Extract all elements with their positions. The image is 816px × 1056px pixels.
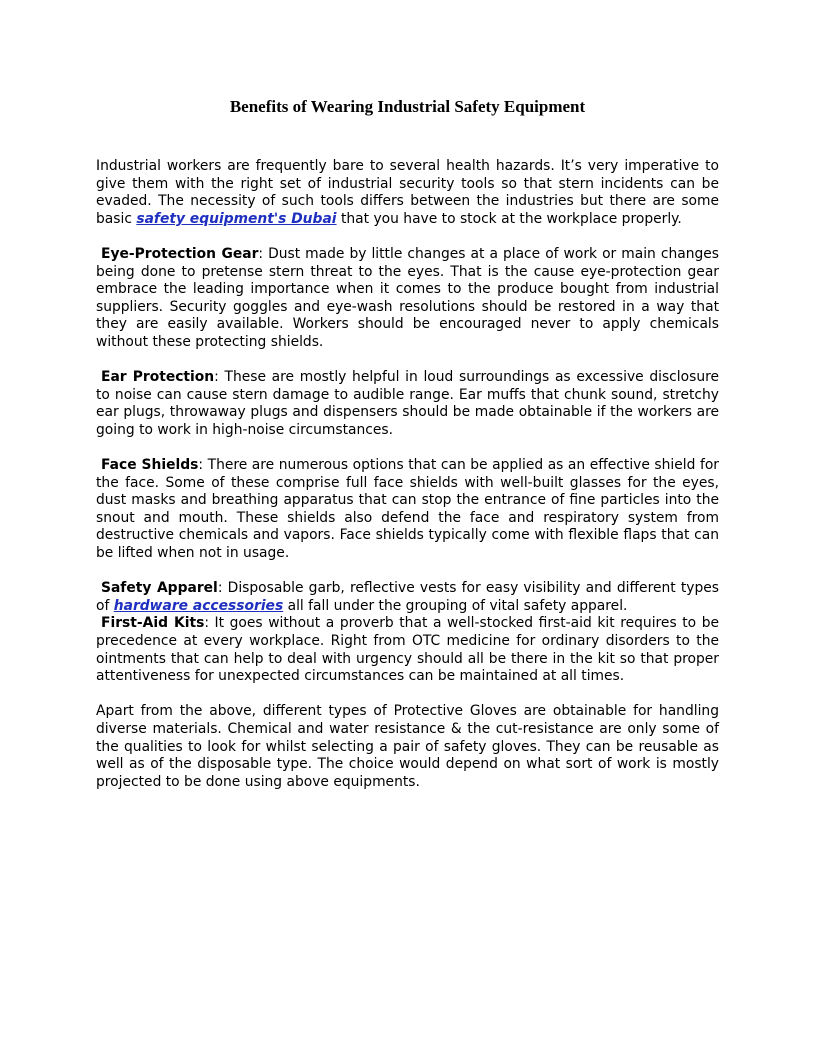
hardware-accessories-link[interactable]: hardware accessories [113, 597, 284, 614]
eye-protection-paragraph [96, 246, 719, 352]
first-aid-text: : It goes without a proverb that a well-stocked first-aid kit requires to be precedence at every workplace. Right from OTC medicine for ordinary disorders to the ointments that can help to deal with urgency should all be there in the kit so that proper attentiveness for unexpected circumstances can be maintained at all times. [96, 615, 719, 685]
safety-apparel-paragraph [96, 580, 719, 615]
paragraph-gap [96, 686, 719, 704]
safety-apparel-text-after: all fall under the grouping of vital safety apparel. [283, 597, 628, 614]
paragraph-gap [96, 352, 719, 370]
face-shields-text: : There are numerous options that can be applied as an effective shield for the face. Some of these comprise full face shields with well-built glasses for the eyes, dust masks and breathing apparatus that can stop the entrance of fine particles into the snout and mouth. These shields also defend the face and respiratory system from destructive chemicals and vapors. Face shields typically come with flexible flaps that can be lifted when not in usage. [96, 457, 719, 562]
safety-equipment-dubai-link[interactable]: safety equipment's Dubai [136, 210, 337, 227]
face-shields-paragraph [96, 457, 719, 563]
ear-protection-paragraph [96, 369, 719, 439]
eye-protection-heading: Eye-Protection Gear [101, 245, 259, 262]
document-page [96, 96, 719, 791]
paragraph-gap [96, 563, 719, 581]
first-aid-paragraph [96, 615, 719, 685]
first-aid-heading: First-Aid Kits [101, 615, 205, 632]
intro-text-after: that you have to stock at the workplace properly. [336, 210, 682, 227]
intro-text-before: Industrial workers are frequently bare to several health hazards. It’s very imperative to give them with the right set of industrial security tools so that stern incidents can be evaded. The necessity of such tools differs between the industries but there are some basic [96, 158, 719, 227]
conclusion-paragraph: Apart from the above, different types of Protective Gloves are obtainable for handling diverse materials. Chemical and water resistance & the cut-resistance are only some of the qualities to look for whilst selecting a pair of safety gloves. They can be reusable as well as of the disposable type. The choice would depend on what sort of work is mostly projected to be done using above equipments. [96, 703, 719, 790]
intro-paragraph [96, 158, 719, 228]
ear-protection-heading: Ear Protection [101, 369, 215, 386]
eye-protection-text: : Dust made by little changes at a place of work or main changes being done to pretense stern threat to the eyes. That is the cause eye-protection gear embrace the leading importance when it comes to the produce bought from industrial suppliers. Security goggles and eye-wash resolutions should be restored in a way that they are easily available. Workers should be encouraged never to apply chemicals without these protecting shields. [96, 245, 719, 350]
page-title: Benefits of Wearing Industrial Safety Equipment [229, 97, 586, 116]
safety-apparel-heading: Safety Apparel [101, 580, 218, 597]
ear-protection-text: : These are mostly helpful in loud surroundings as excessive disclosure to noise can cause stern damage to audible range. Ear muffs that chunk sound, stretchy ear plugs, throwaway plugs and dispensers should be made obtainable if the workers are going to work in high-noise circumstances. [96, 369, 719, 438]
paragraph-gap [96, 228, 719, 246]
paragraph-gap [96, 440, 719, 458]
face-shields-heading: Face Shields [101, 457, 199, 474]
safety-apparel-text-before: : Disposable garb, reflective vests for easy visibility and different types of [96, 580, 719, 614]
